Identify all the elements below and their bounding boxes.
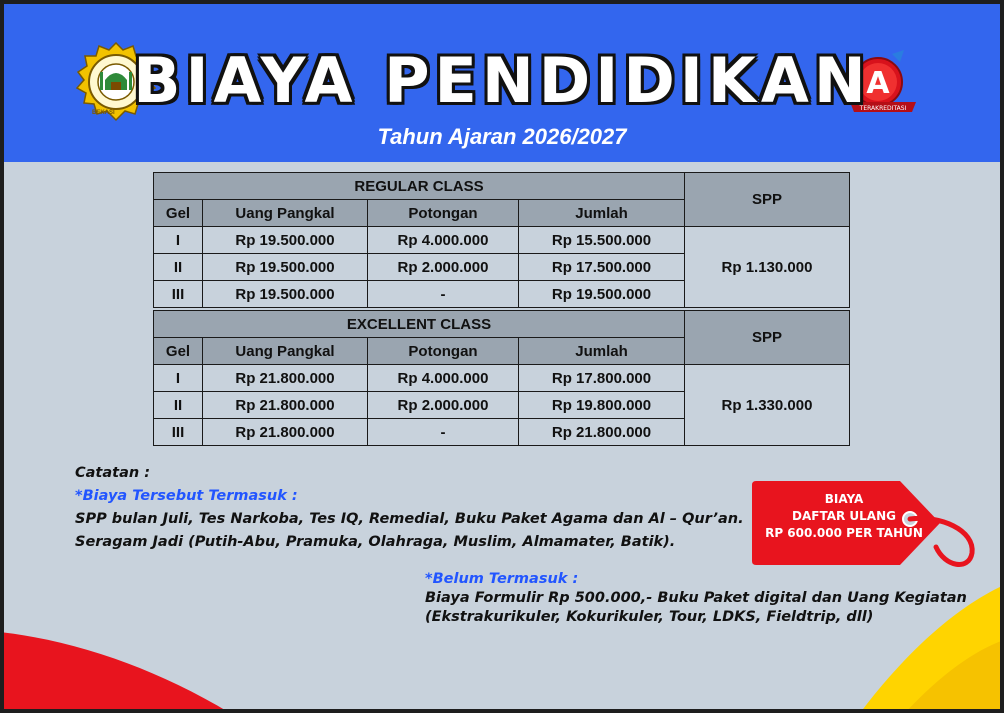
page-subtitle: Tahun Ajaran 2026/2027	[377, 124, 627, 149]
col-potongan: Potongan	[368, 338, 519, 365]
uang-pangkal-cell: Rp 19.500.000	[203, 254, 368, 281]
excellent-spp-value: Rp 1.330.000	[685, 365, 850, 446]
price-tag-line: RP 600.000 PER TAHUN	[765, 526, 923, 540]
uang-pangkal-cell: Rp 19.500.000	[203, 227, 368, 254]
gel-cell: III	[154, 281, 203, 308]
table-row	[154, 365, 850, 392]
price-tag-line: BIAYA	[824, 492, 864, 506]
regular-spp-header: SPP	[685, 173, 850, 227]
included-heading: *Biaya Tersebut Termasuk :	[75, 488, 298, 504]
accreditation-ribbon: TERAKREDITASI	[859, 105, 907, 112]
price-tag-text	[755, 491, 933, 542]
potongan-cell: -	[368, 281, 519, 308]
jumlah-cell: Rp 19.800.000	[519, 392, 685, 419]
gel-cell: I	[154, 365, 203, 392]
col-gel: Gel	[154, 200, 203, 227]
col-uang-pangkal: Uang Pangkal	[203, 200, 368, 227]
potongan-cell: -	[368, 419, 519, 446]
jumlah-cell: Rp 17.500.000	[519, 254, 685, 281]
potongan-cell: Rp 2.000.000	[368, 254, 519, 281]
notes-heading: Catatan :	[75, 465, 151, 481]
gel-cell: III	[154, 419, 203, 446]
col-uang-pangkal: Uang Pangkal	[203, 338, 368, 365]
potongan-cell: Rp 4.000.000	[368, 227, 519, 254]
col-gel: Gel	[154, 338, 203, 365]
potongan-cell: Rp 2.000.000	[368, 392, 519, 419]
excellent-class-table	[153, 310, 850, 446]
price-tag-line: DAFTAR ULANG	[792, 509, 896, 523]
page-title: BIAYA PENDIDIKAN	[133, 44, 871, 117]
col-jumlah: Jumlah	[519, 338, 685, 365]
regular-class-label: REGULAR CLASS	[154, 173, 685, 200]
gel-cell: I	[154, 227, 203, 254]
potongan-cell: Rp 4.000.000	[368, 365, 519, 392]
table-row	[154, 227, 850, 254]
regular-spp-value: Rp 1.130.000	[685, 227, 850, 308]
excellent-spp-header: SPP	[685, 311, 850, 365]
jumlah-cell: Rp 21.800.000	[519, 419, 685, 446]
accreditation-letter: A	[866, 66, 890, 101]
excellent-class-label: EXCELLENT CLASS	[154, 311, 685, 338]
excluded-section	[425, 570, 967, 627]
gel-cell: II	[154, 254, 203, 281]
uang-pangkal-cell: Rp 21.800.000	[203, 392, 368, 419]
jumlah-cell: Rp 19.500.000	[519, 281, 685, 308]
uang-pangkal-cell: Rp 19.500.000	[203, 281, 368, 308]
col-potongan: Potongan	[368, 200, 519, 227]
jumlah-cell: Rp 17.800.000	[519, 365, 685, 392]
col-jumlah: Jumlah	[519, 200, 685, 227]
notes-section	[75, 462, 744, 554]
uang-pangkal-cell: Rp 21.800.000	[203, 365, 368, 392]
included-line: Seragam Jadi (Putih-Abu, Pramuka, Olahraga, Muslim, Almamater, Batik).	[75, 534, 676, 550]
excluded-line: Biaya Formulir Rp 500.000,- Buku Paket digital dan Uang Kegiatan	[425, 590, 967, 606]
excluded-heading: *Belum Termasuk :	[425, 571, 579, 587]
regular-class-table	[153, 172, 850, 308]
school-logo-subtext: BEKASI	[92, 110, 115, 116]
jumlah-cell: Rp 15.500.000	[519, 227, 685, 254]
included-line: SPP bulan Juli, Tes Narkoba, Tes IQ, Remedial, Buku Paket Agama dan Al – Qur’an.	[75, 511, 744, 527]
excluded-line: (Ekstrakurikuler, Kokurikuler, Tour, LDKS, Fieldtrip, dll)	[425, 609, 874, 625]
gel-cell: II	[154, 392, 203, 419]
uang-pangkal-cell: Rp 21.800.000	[203, 419, 368, 446]
